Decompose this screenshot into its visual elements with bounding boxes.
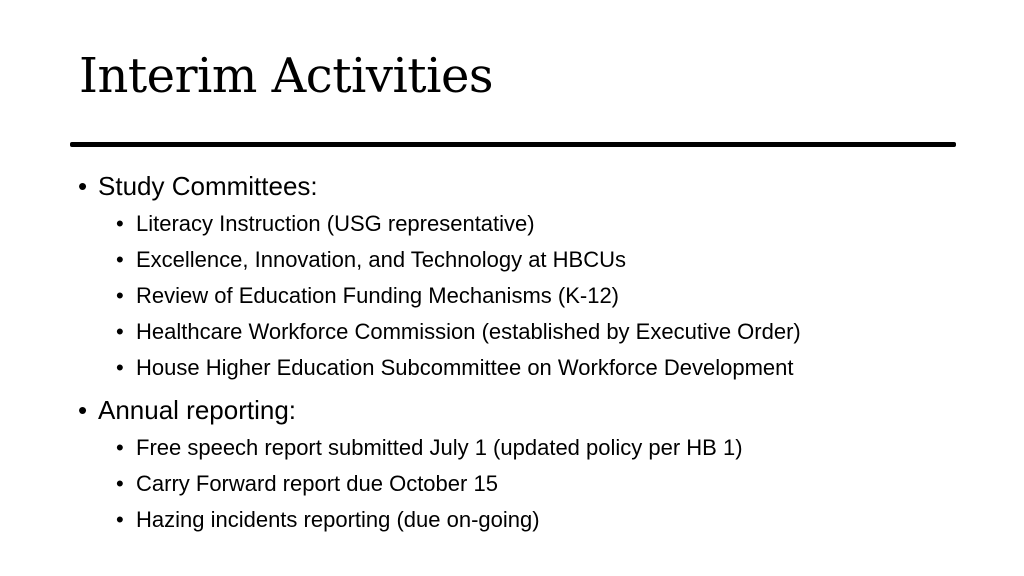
list-item [116,466,978,502]
bullet-icon: • [116,471,124,496]
bullet-icon: • [116,435,124,460]
bullet-icon: • [116,507,124,532]
list-item-text: Literacy Instruction (USG representative) [136,211,535,236]
title-divider [70,142,956,147]
section-study-committees [78,168,978,386]
list-item [116,314,978,350]
bullet-icon: • [116,247,124,272]
list-item [116,278,978,314]
bullet-icon: • [78,171,88,201]
section-heading [78,392,978,428]
list-item [116,430,978,466]
bullet-icon: • [78,395,88,425]
slide-title: Interim Activities [79,48,493,104]
section-label: Annual reporting: [98,395,297,425]
list-item [116,206,978,242]
bullet-icon: • [116,211,124,236]
list-item-text: Free speech report submitted July 1 (updated policy per HB 1) [136,435,743,460]
list-item [116,242,978,278]
list-item-text: Healthcare Workforce Commission (established by Executive Order) [136,319,801,344]
list-item-text: Review of Education Funding Mechanisms (K-12) [136,283,620,308]
sub-bullet-list [78,206,978,386]
list-item-text: Hazing incidents reporting (due on-going) [136,507,540,532]
bullet-icon: • [116,283,124,308]
list-item-text: House Higher Education Subcommittee on Workforce Development [136,355,794,380]
section-label: Study Committees: [98,171,318,201]
list-item-text: Excellence, Innovation, and Technology at HBCUs [136,247,626,272]
bullet-icon: • [116,355,124,380]
list-item [116,350,978,386]
bullet-icon: • [116,319,124,344]
section-annual-reporting [78,392,978,538]
slide-body [78,168,978,544]
list-item [116,502,978,538]
bullet-list [78,168,978,538]
sub-bullet-list [78,430,978,538]
section-heading [78,168,978,204]
list-item-text: Carry Forward report due October 15 [136,471,498,496]
